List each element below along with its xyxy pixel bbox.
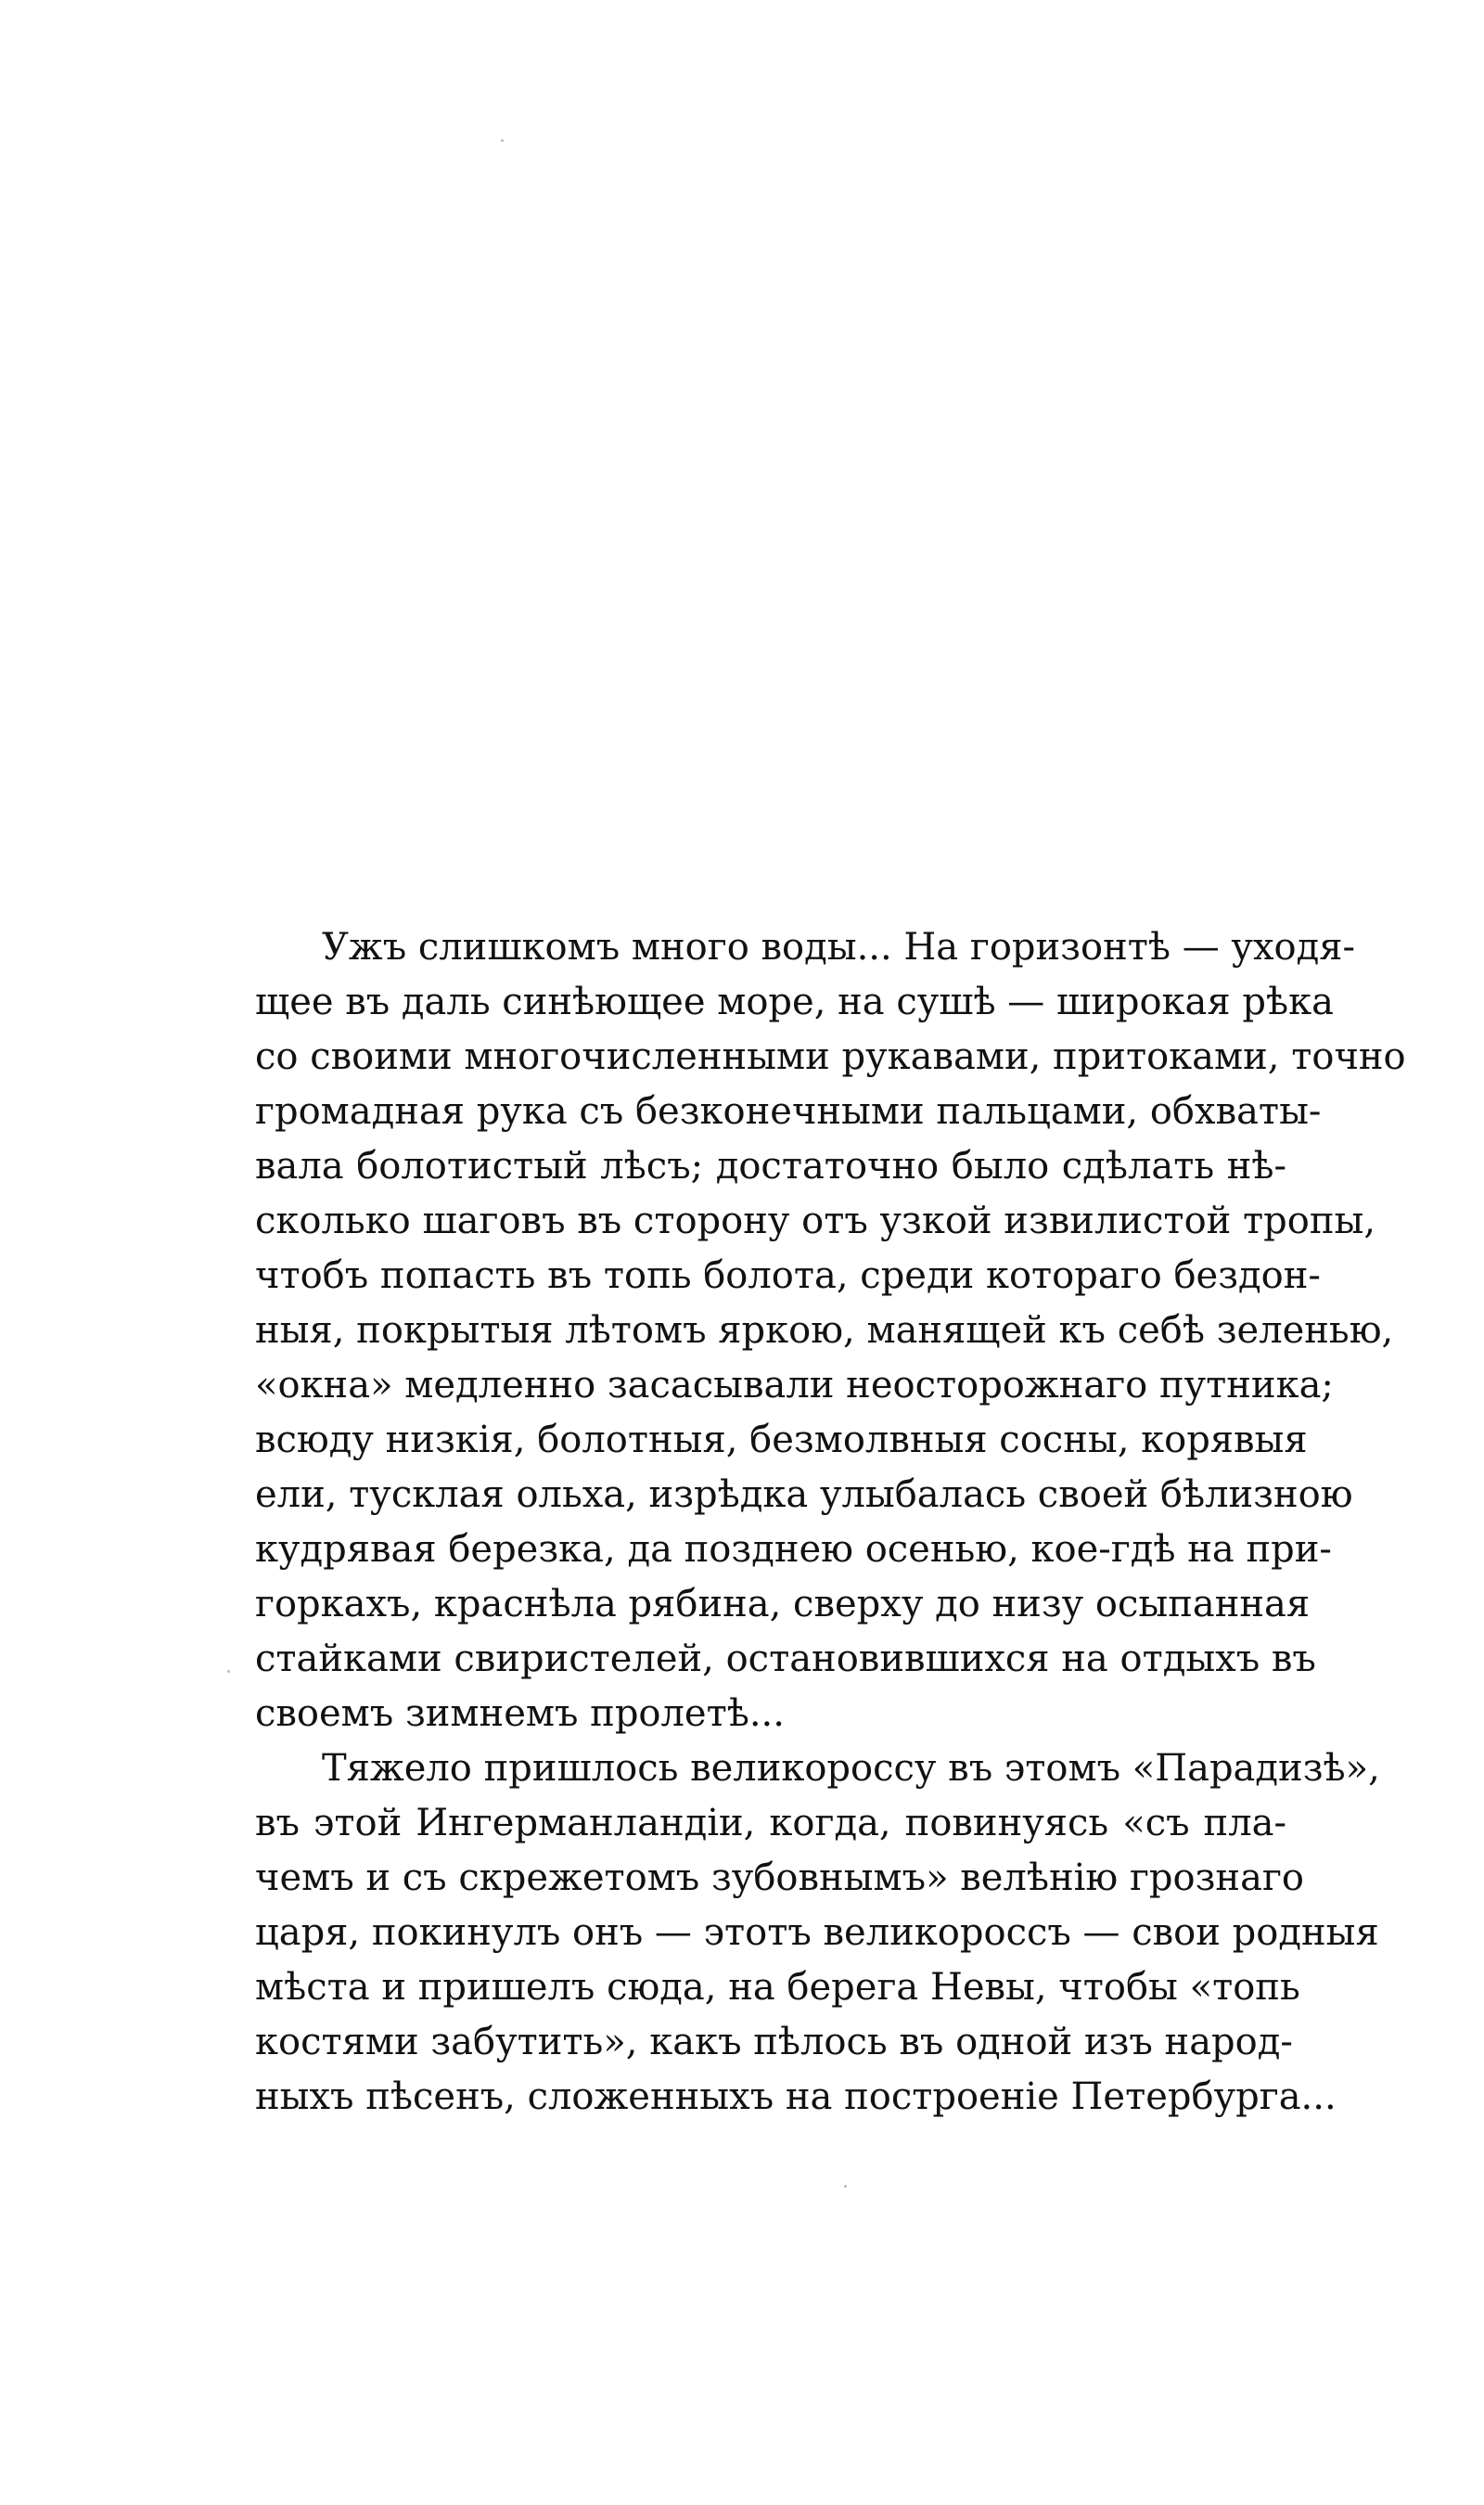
text-line: ныхъ пѣсенъ, сложенныхъ на построеніе Петербурга... — [255, 2075, 1337, 2118]
text-line: со своими многочисленными рукавами, притоками, точно — [255, 1035, 1406, 1078]
text-line: въ этой Ингерманландіи, когда, повинуясь «съ пла- — [255, 1802, 1286, 1844]
paragraph-2 — [255, 1741, 1380, 2125]
paragraph-1 — [255, 920, 1406, 1741]
text-line: стайками свиристелей, остановившихся на отдыхъ въ — [255, 1638, 1316, 1680]
text-line: Ужъ слишкомъ много воды... На горизонтѣ — уходя- — [322, 926, 1355, 969]
body-text — [255, 920, 1406, 2125]
text-line: кудрявая березка, да позднею осенью, кое-гдѣ на при- — [255, 1528, 1332, 1571]
text-line: царя, покинулъ онъ — этотъ великороссъ — свои родныя — [255, 1911, 1379, 1954]
text-line: всюду низкія, болотныя, безмолвныя сосны, корявыя — [255, 1419, 1308, 1461]
text-line: костями забутить», какъ пѣлось въ одной изъ народ- — [255, 2021, 1293, 2063]
text-line: чемъ и съ скрежетомъ зубовнымъ» велѣнію грознаго — [255, 1856, 1304, 1899]
paper-speck — [501, 139, 504, 142]
text-line: громадная рука съ безконечными пальцами, обхваты- — [255, 1090, 1322, 1133]
paper-speck — [844, 2185, 847, 2188]
text-line: ныя, покрытыя лѣтомъ яркою, манящей къ себѣ зеленью, — [255, 1309, 1394, 1352]
text-line: сколько шаговъ въ сторону отъ узкой извилистой тропы, — [255, 1200, 1376, 1242]
text-line: Тяжело пришлось великороссу въ этомъ «Парадизѣ», — [322, 1747, 1380, 1790]
text-line: ели, тусклая ольха, изрѣдка улыбалась своей бѣлизною — [255, 1473, 1353, 1516]
paper-speck — [227, 1670, 230, 1673]
text-line: своемъ зимнемъ пролетѣ... — [255, 1692, 785, 1735]
text-line: чтобъ попасть въ топь болота, среди котораго бездон- — [255, 1254, 1321, 1297]
text-line: «окна» медленно засасывали неосторожнаго путника; — [255, 1364, 1334, 1407]
text-line: горкахъ, краснѣла рябина, сверху до низу осыпанная — [255, 1583, 1311, 1625]
text-line: мѣста и пришелъ сюда, на берега Невы, чтобы «топь — [255, 1966, 1300, 2009]
text-line: вала болотистый лѣсъ; достаточно было сдѣлать нѣ- — [255, 1145, 1286, 1188]
text-line: щее въ даль синѣющее море, на сушѣ — широкая рѣка — [255, 981, 1334, 1023]
